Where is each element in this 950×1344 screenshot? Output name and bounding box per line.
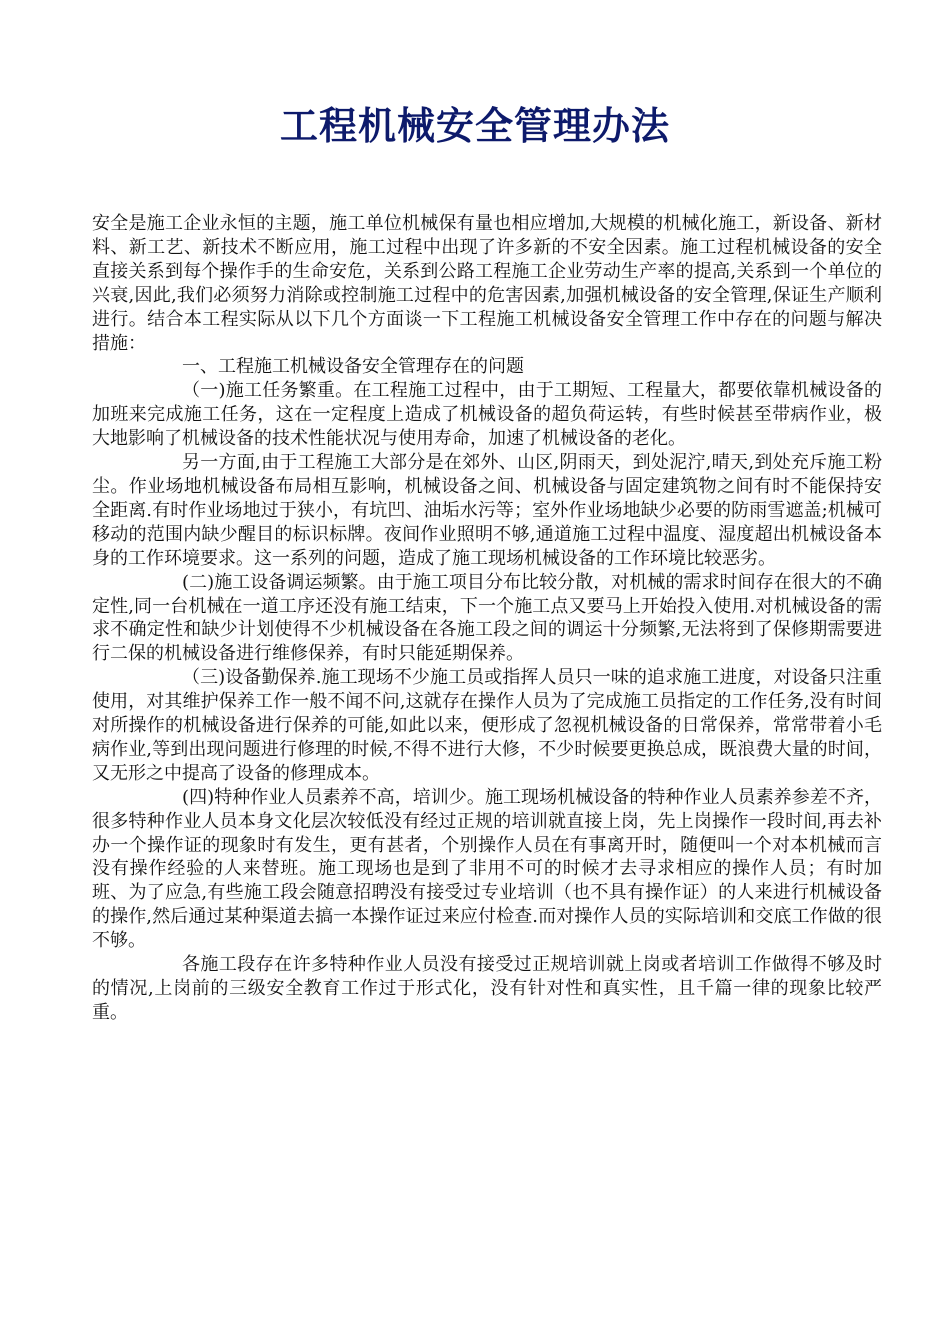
paragraph-frequent-transfer: (二)施工设备调运频繁。由于施工项目分布比较分散，对机械的需求时间存在很大的不确定性,同一台机械在一道工序还没有施工结束，下一个施工点又要马上开始投入使用.对机械设备的需求不确定性和缺少计划使得不少机械设备在各施工段之间的调运十分频繁,无法将到了保修期需要进行二保的机械设备进行维修保养，有时只能延期保养。 [92,571,882,665]
paragraph-maintenance: （三)设备勤保养.施工现场不少施工员或指挥人员只一味的追求施工进度，对设备只注重使用，对其维护保养工作一般不闻不问,这就存在操作人员为了完成施工员指定的工作任务,没有时间对所操作的机械设备进行保养的可能,如此以来，便形成了忽视机械设备的日常保养，常常带着小毛病作业,等到出现问题进行修理的时候,不得不进行大修，不少时候要更换总成，既浪费大量的时间，又无形之中提高了设备的修理成本。 [92,667,882,784]
paragraph-training: 各施工段存在许多特种作业人员没有接受过正规培训就上岗或者培训工作做得不够及时的情况,上岗前的三级安全教育工作过于形式化，没有针对性和真实性，且千篇一律的现象比较严重。 [92,954,882,1023]
paragraph-work-environment: 另一方面,由于工程施工大部分是在郊外、山区,阴雨天，到处泥泞,晴天,到处充斥施工粉尘。作业场地机械设备布局相互影响，机械设备之间、机械设备与固定建筑物之间有时不能保持安全距离.有时作业场地过于狭小，有坑凹、油垢水污等；室外作业场地缺少必要的防雨雪遮盖;机械可移动的范围内缺少醒目的标识标牌。夜间作业照明不够,通道施工过程中温度、湿度超出机械设备本身的工作环境要求。这一系列的问题，造成了施工现场机械设备的工作环境比较恶劣。 [92,452,882,569]
paragraph-operator-quality: (四)特种作业人员素养不高，培训少。施工现场机械设备的特种作业人员素养参差不齐，很多特种作业人员本身文化层次较低没有经过正规的培训就直接上岗，先上岗操作一段时间,再去补办一个操作证的现象时有发生，更有甚者，个别操作人员在有事离开时，随便叫一个对本机械而言没有操作经验的人来替班。施工现场也是到了非用不可的时候才去寻求相应的操作人员；有时加班、为了应急,有些施工段会随意招聘没有接受过专业培训（也不具有操作证）的人来进行机械设备的操作,然后通过某种渠道去搞一本操作证过来应付检查.而对操作人员的实际培训和交底工作做的很不够。 [92,786,882,952]
paragraph-intro: 安全是施工企业永恒的主题，施工单位机械保有量也相应增加,大规模的机械化施工，新设备、新材料、新工艺、新技术不断应用，施工过程中出现了许多新的不安全因素。施工过程机械设备的安全直接关系到每个操作手的生命安危，关系到公路工程施工企业劳动生产率的提高,关系到一个单位的兴衰,因此,我们必须努力消除或控制施工过程中的危害因素,加强机械设备的安全管理,保证生产顺利进行。结合本工程实际从以下几个方面谈一下工程施工机械设备安全管理工作中存在的问题与解决措施： [92,213,882,354]
document-body [92,212,882,1025]
section-heading-problems: 一、工程施工机械设备安全管理存在的问题 [182,356,524,378]
paragraph-heavy-tasks: （一)施工任务繁重。在工程施工过程中，由于工期短、工程量大，都要依靠机械设备的加班来完成施工任务，这在一定程度上造成了机械设备的超负荷运转，有些时候甚至带病作业，极大地影响了机械设备的技术性能状况与使用寿命，加速了机械设备的老化。 [92,380,882,450]
document-title: 工程机械安全管理办法 [279,103,670,148]
